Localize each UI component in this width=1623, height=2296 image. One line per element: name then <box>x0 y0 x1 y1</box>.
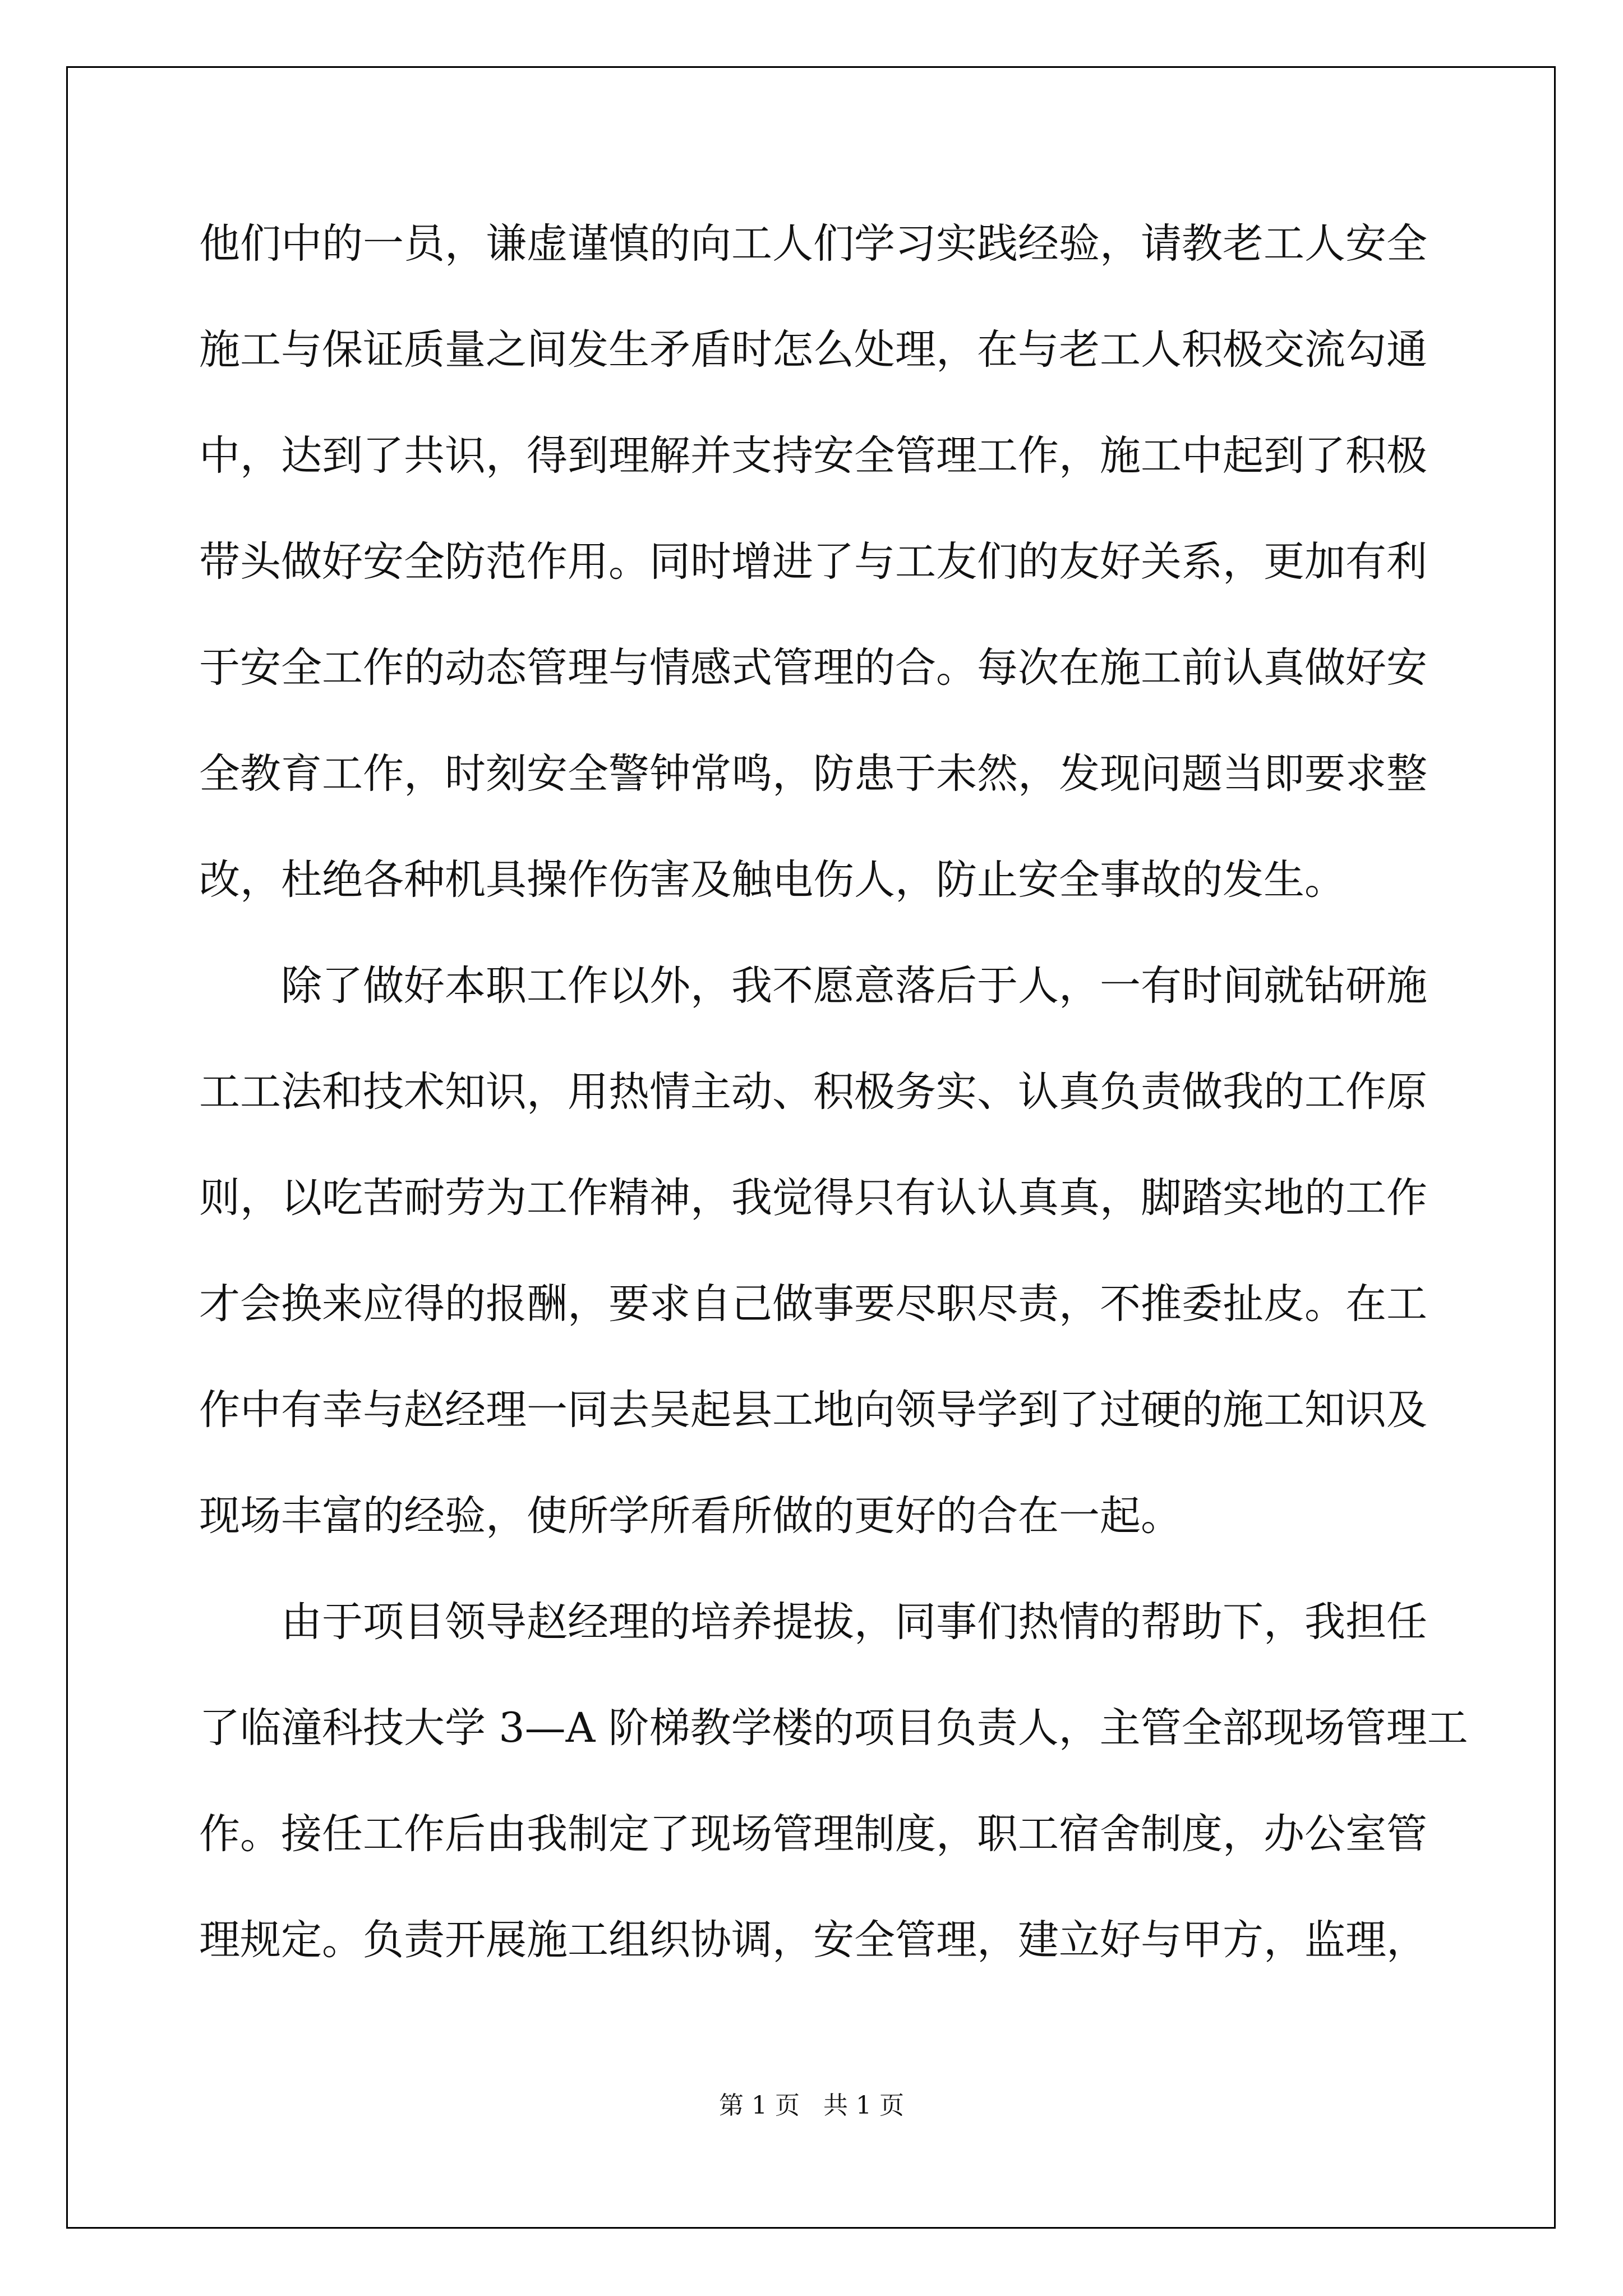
text-line: 了临潼科技大学 3—A 阶梯教学楼的项目负责人，主管全部现场管理工 <box>199 1704 1468 1752</box>
text-line: 才会换来应得的报酬，要求自己做事要尽职尽责，不推委扯皮。在工 <box>199 1280 1427 1328</box>
page-footer: 第 1 页 共 1 页 <box>719 2091 904 2120</box>
text-line: 作。接任工作后由我制定了现场管理制度，职工宿舍制度，办公室管 <box>199 1810 1427 1858</box>
text-line: 于安全工作的动态管理与情感式管理的合。每次在施工前认真做好安 <box>199 644 1427 692</box>
text-line: 改，杜绝各种机具操作伤害及触电伤人，防止安全事故的发生。 <box>199 856 1345 904</box>
text-line: 除了做好本职工作以外，我不愿意落后于人，一有时间就钻研施 <box>281 962 1427 1010</box>
text-line: 全教育工作，时刻安全警钟常鸣，防患于未然，发现问题当即要求整 <box>199 750 1427 798</box>
text-line: 作中有幸与赵经理一同去吴起县工地向领导学到了过硬的施工知识及 <box>199 1386 1427 1434</box>
text-line: 理规定。负责开展施工组织协调，安全管理，建立好与甲方，监理， <box>199 1916 1427 1964</box>
document-body <box>199 191 1468 1993</box>
text-line: 带头做好安全防范作用。同时增进了与工友们的友好关系，更加有利 <box>199 538 1427 586</box>
text-line: 他们中的一员，谦虚谨慎的向工人们学习实践经验，请教老工人安全 <box>199 220 1427 268</box>
text-line: 由于项目领导赵经理的培养提拔，同事们热情的帮助下，我担任 <box>281 1598 1427 1646</box>
text-line: 施工与保证质量之间发生矛盾时怎么处理，在与老工人积极交流勾通 <box>199 326 1427 374</box>
text-line: 则，以吃苦耐劳为工作精神，我觉得只有认认真真，脚踏实地的工作 <box>199 1174 1427 1222</box>
text-line: 工工法和技术知识，用热情主动、积极务实、认真负责做我的工作原 <box>199 1068 1427 1116</box>
text-line: 中，达到了共识，得到理解并支持安全管理工作，施工中起到了积极 <box>199 432 1427 480</box>
text-line: 现场丰富的经验，使所学所看所做的更好的合在一起。 <box>199 1492 1182 1540</box>
